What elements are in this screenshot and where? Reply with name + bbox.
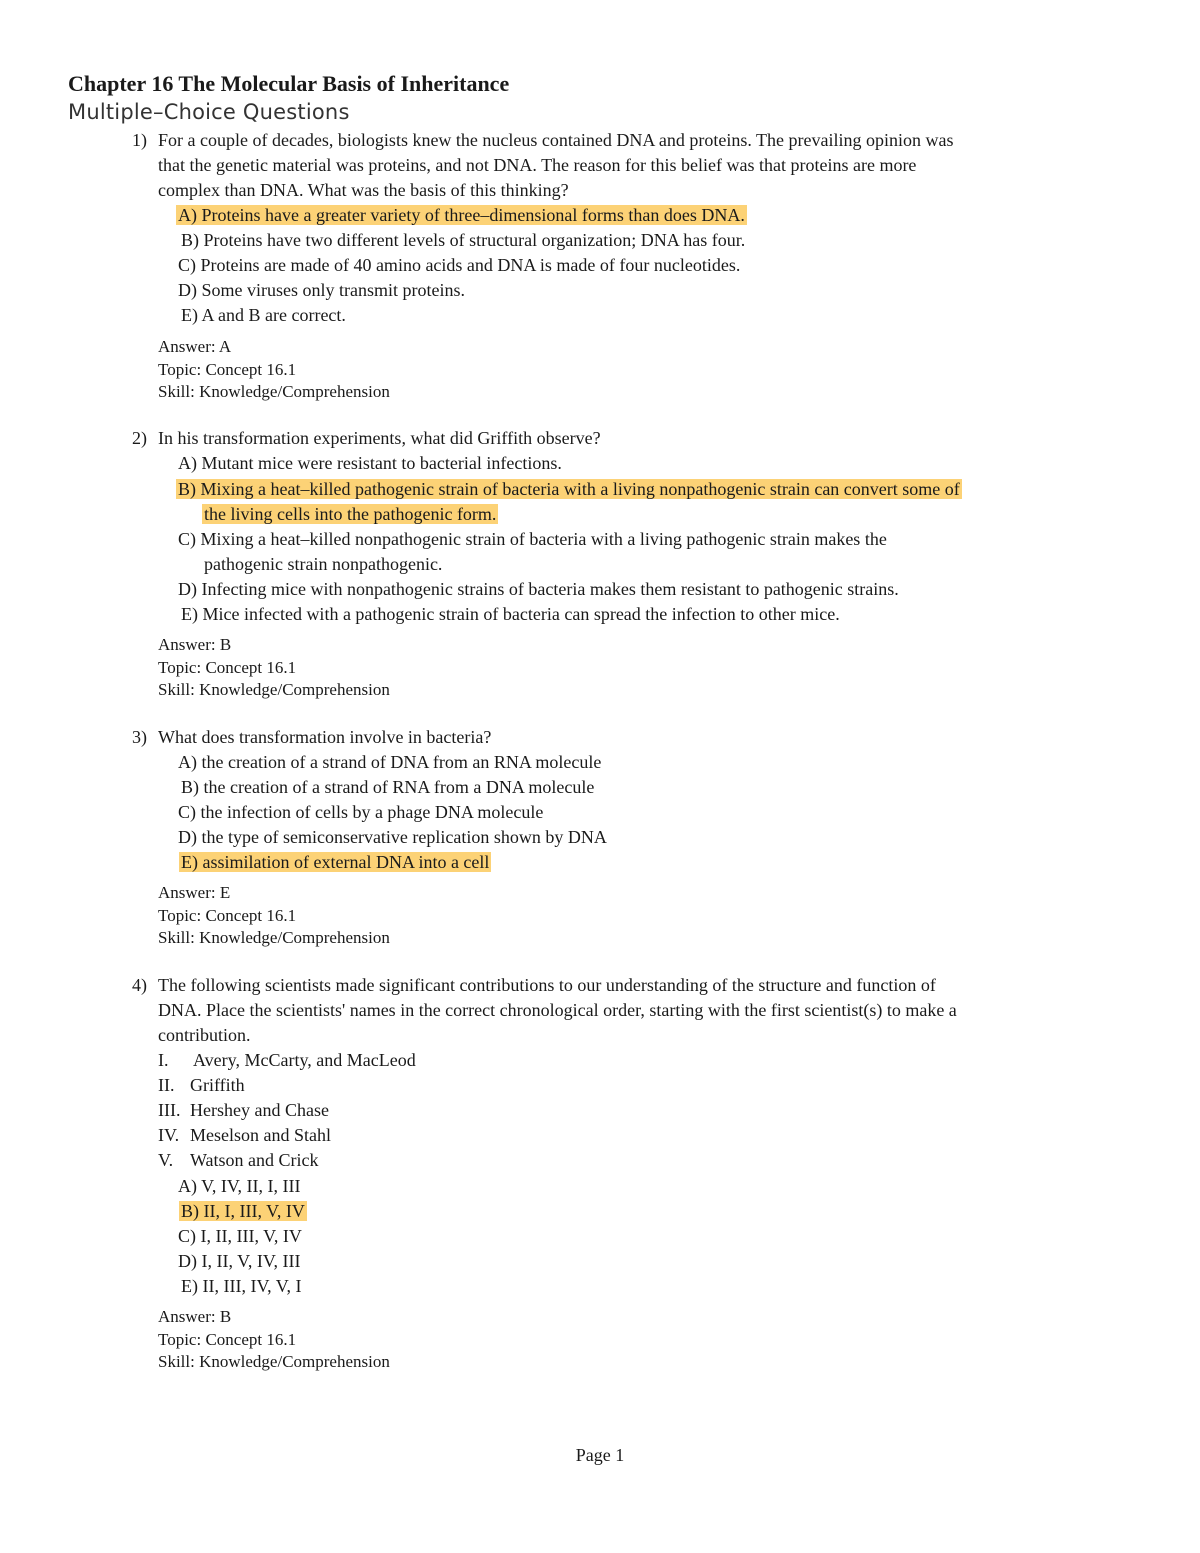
answer-option-d: D) Infecting mice with nonpathogenic strains of bacteria makes them resistant to pathogenic strains. <box>178 579 899 599</box>
answer-option-d: D) the type of semiconservative replication shown by DNA <box>178 827 607 847</box>
answer-option-a: A) Mutant mice were resistant to bacterial infections. <box>178 453 562 473</box>
answer-option-a: A) the creation of a strand of DNA from an RNA molecule <box>178 752 602 772</box>
roman-numeral: IV. <box>158 1125 180 1145</box>
question-number: 2) <box>132 428 147 448</box>
question-number: 1) <box>132 130 147 150</box>
answer-option-e <box>181 850 491 875</box>
answer-option-c: C) Mixing a heat–killed nonpathogenic strain of bacteria with a living pathogenic strain makes the <box>178 529 887 549</box>
highlighted-correct-option: E) assimilation of external DNA into a cell <box>181 852 490 872</box>
answer-option-c: C) the infection of cells by a phage DNA molecule <box>178 802 544 822</box>
answer-key: Answer: B <box>158 1307 232 1326</box>
question-number: 4) <box>132 975 147 995</box>
answer-option-e: E) A and B are correct. <box>181 305 346 325</box>
topic-label: Topic: Concept 16.1 <box>158 360 297 379</box>
answer-option-c: C) Proteins are made of 40 amino acids and DNA is made of four nucleotides. <box>178 255 741 275</box>
skill-label: Skill: Knowledge/Comprehension <box>158 928 390 947</box>
answer-option-b <box>181 1199 307 1224</box>
answer-key: Answer: B <box>158 635 232 654</box>
topic-label: Topic: Concept 16.1 <box>158 1330 297 1349</box>
answer-option-b <box>178 477 962 502</box>
question-text: complex than DNA. What was the basis of this thinking? <box>158 180 569 200</box>
answer-key: Answer: A <box>158 337 232 356</box>
roman-numeral: II. <box>158 1075 175 1095</box>
page-number-footer: Page 1 <box>575 1445 625 1465</box>
answer-option-b-cont <box>204 502 498 527</box>
scientist-name: Hershey and Chase <box>190 1100 329 1120</box>
answer-option-a <box>178 203 747 228</box>
question-text: What does transformation involve in bacteria? <box>158 727 492 747</box>
question-number: 3) <box>132 727 147 747</box>
highlighted-correct-option: B) Mixing a heat–killed pathogenic strain of bacteria with a living nonpathogenic strain can convert some of <box>178 479 960 499</box>
skill-label: Skill: Knowledge/Comprehension <box>158 1352 390 1371</box>
answer-option-a: A) V, IV, II, I, III <box>178 1176 301 1196</box>
roman-numeral: III. <box>158 1100 181 1120</box>
highlighted-correct-option: A) Proteins have a greater variety of three–dimensional forms than does DNA. <box>178 205 745 225</box>
skill-label: Skill: Knowledge/Comprehension <box>158 680 390 699</box>
roman-numeral: V. <box>158 1150 174 1170</box>
answer-option-c-cont: pathogenic strain nonpathogenic. <box>204 554 443 574</box>
answer-option-b: B) the creation of a strand of RNA from a DNA molecule <box>181 777 595 797</box>
page-title: Chapter 16 The Molecular Basis of Inheritance <box>68 71 510 96</box>
section-subtitle: Multiple–Choice Questions <box>68 100 350 124</box>
question-text: DNA. Place the scientists' names in the correct chronological order, starting with the first scientist(s) to make a <box>158 1000 957 1020</box>
answer-option-c: C) I, II, III, V, IV <box>178 1226 302 1246</box>
answer-option-d: D) I, II, V, IV, III <box>178 1251 301 1271</box>
roman-numeral: I. <box>158 1050 169 1070</box>
answer-key: Answer: E <box>158 883 231 902</box>
scientist-name: Meselson and Stahl <box>190 1125 331 1145</box>
scientist-name: Griffith <box>190 1075 245 1095</box>
answer-option-e: E) Mice infected with a pathogenic strain of bacteria can spread the infection to other mice. <box>181 604 840 624</box>
question-text: that the genetic material was proteins, and not DNA. The reason for this belief was that proteins are more <box>158 155 917 175</box>
topic-label: Topic: Concept 16.1 <box>158 658 297 677</box>
scientist-name: Watson and Crick <box>190 1150 319 1170</box>
answer-option-d: D) Some viruses only transmit proteins. <box>178 280 465 300</box>
question-text: For a couple of decades, biologists knew the nucleus contained DNA and proteins. The prevailing opinion was <box>158 130 954 150</box>
highlighted-correct-option: B) II, I, III, V, IV <box>181 1201 305 1221</box>
skill-label: Skill: Knowledge/Comprehension <box>158 382 390 401</box>
answer-option-e: E) II, III, IV, V, I <box>181 1276 302 1296</box>
scientist-name: Avery, McCarty, and MacLeod <box>193 1050 416 1070</box>
question-text: contribution. <box>158 1025 251 1045</box>
highlighted-correct-option: the living cells into the pathogenic form. <box>204 504 497 524</box>
answer-option-b: B) Proteins have two different levels of structural organization; DNA has four. <box>181 230 746 250</box>
question-text: In his transformation experiments, what did Griffith observe? <box>158 428 601 448</box>
topic-label: Topic: Concept 16.1 <box>158 906 297 925</box>
question-text: The following scientists made significant contributions to our understanding of the structure and function of <box>158 975 936 995</box>
